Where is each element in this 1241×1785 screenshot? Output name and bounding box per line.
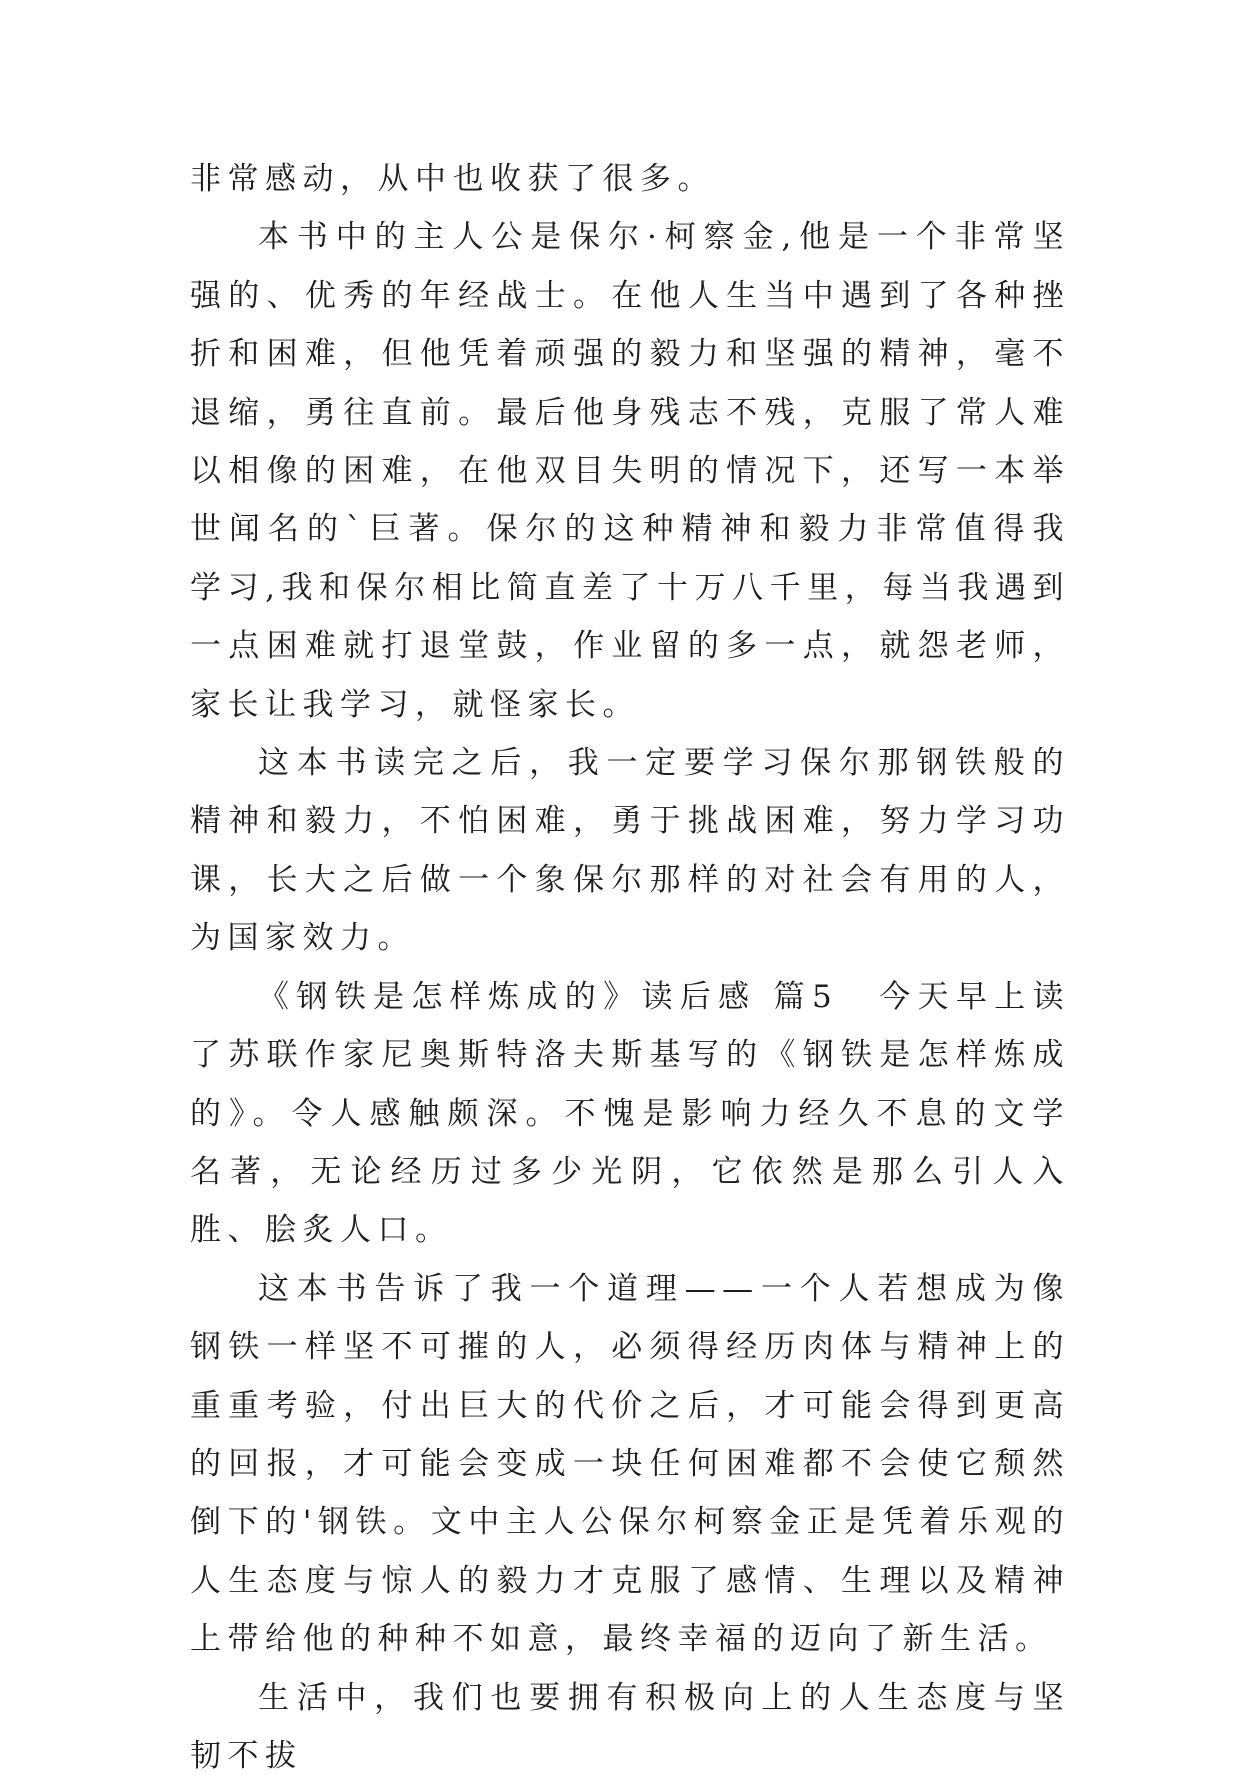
paragraph: 这本书告诉了我一个道理——一个人若想成为像钢铁一样坚不可摧的人，必须得经历肉体与精神上的重重考验，付出巨大的代价之后，才可能会得到更高的回报，才可能会变成一块任何困难都不会使它颓然倒下的'钢铁。文中主人公保尔柯察金正是凭着乐观的人生态度与惊人的毅力才克服了感情、生理以及精神上带给他的种种不如意，最终幸福的迈向了新生活。 [190, 1270, 1070, 1658]
section-text: 今天早上读了苏联作家尼奥斯特洛夫斯基写的《钢铁是怎样炼成的》。令人感触颇深。不愧是影响力经久不息的文学名著，无论经历过多少光阴，它依然是那么引人入胜、脍炙人口。 [190, 978, 1071, 1249]
paragraph: 非常感动，从中也收获了很多。 [190, 161, 715, 197]
section-paragraph [190, 968, 1070, 1260]
paragraph: 本书中的主人公是保尔·柯察金,他是一个非常坚强的、优秀的年经战士。在他人生当中遇到了各种挫折和困难，但他凭着顽强的毅力和坚强的精神，毫不退缩，勇往直前。最后他身残志不残，克服了常人难以相像的困难，在他双目失明的情况下，还写一本举世闻名的`巨著。保尔的这种精神和毅力非常值得我学习,我和保尔相比简直差了十万八千里，每当我遇到一点困难就打退堂鼓，作业留的多一点，就怨老师，家长让我学习，就怪家长。 [190, 219, 1070, 723]
section-heading: 《钢铁是怎样炼成的》读后感 篇5 [258, 978, 839, 1015]
paragraph: 生活中，我们也要拥有积极向上的人生态度与坚韧不拔 [190, 1679, 1070, 1774]
paragraph: 这本书读完之后，我一定要学习保尔那钢铁般的精神和毅力，不怕困难，勇于挑战困难，努力学习功课，长大之后做一个象保尔那样的对社会有用的人，为国家效力。 [190, 745, 1070, 957]
document-body [190, 150, 1070, 1785]
